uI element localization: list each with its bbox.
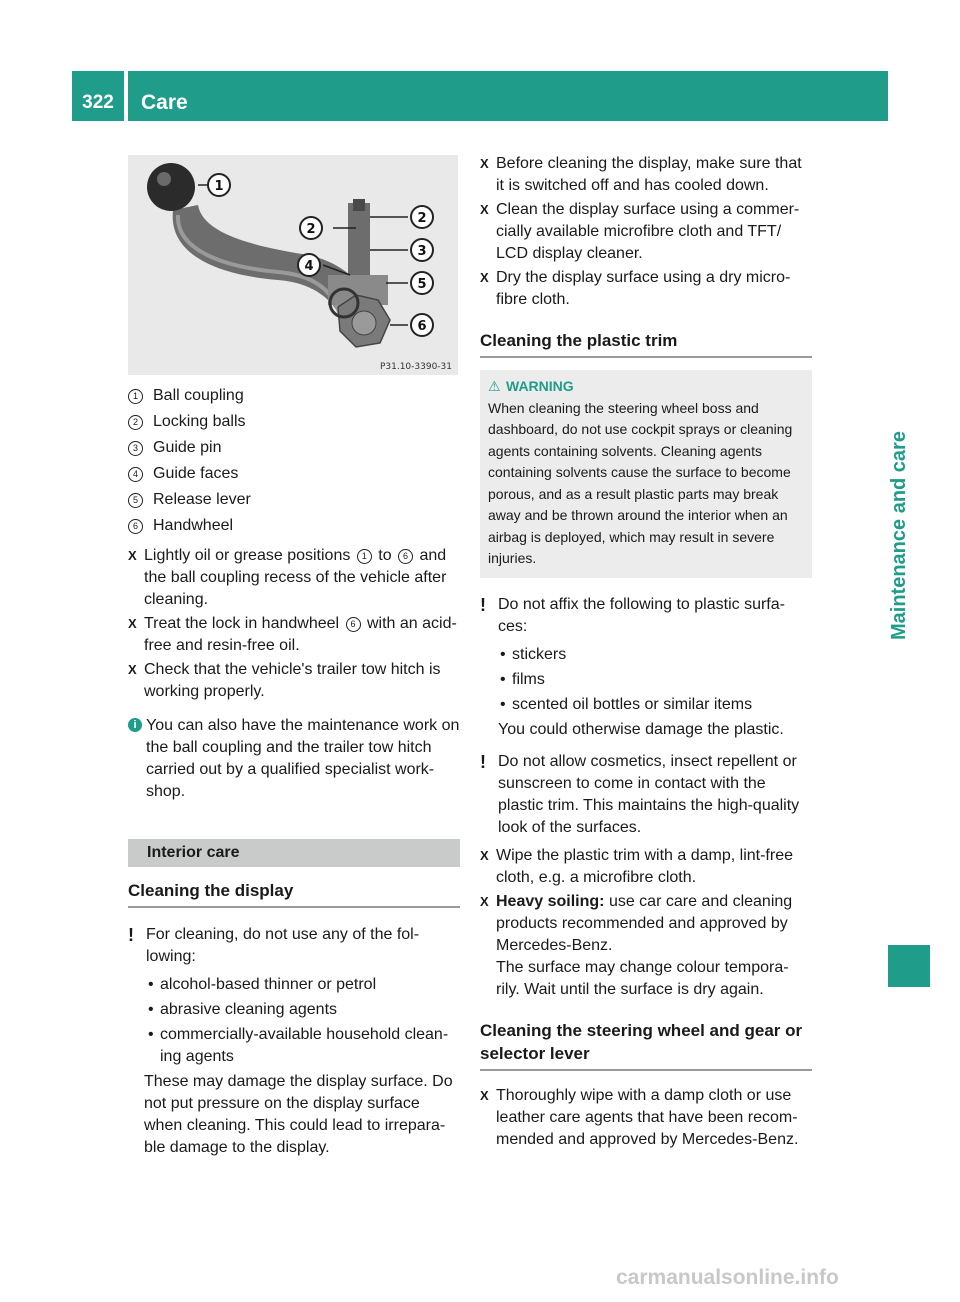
tow-hitch-figure bbox=[128, 155, 458, 375]
callout-3-num: 3 bbox=[417, 244, 427, 259]
list-item bbox=[128, 999, 460, 1021]
number-circle-icon: 1 bbox=[357, 549, 372, 564]
number-circle-icon: 1 bbox=[128, 389, 143, 404]
number-circle-icon: 2 bbox=[128, 415, 143, 430]
step-arrow-icon: X bbox=[480, 156, 489, 171]
legend-label: Guide pin bbox=[153, 439, 222, 456]
step-text: use car care and cleaning products recommended and approved by Mercedes-Benz. bbox=[496, 892, 793, 954]
warning-box bbox=[480, 370, 812, 578]
step-text: Treat the lock in handwheel bbox=[144, 615, 340, 632]
bullet-icon: • bbox=[500, 645, 506, 663]
tow-hitch-illustration bbox=[128, 155, 458, 375]
step-arrow-icon: X bbox=[128, 616, 137, 631]
step-arrow-icon: X bbox=[480, 202, 489, 217]
step-arrow-icon: X bbox=[480, 270, 489, 285]
page-number: 322 bbox=[82, 92, 114, 113]
info-note bbox=[128, 715, 460, 803]
number-circle-icon: 3 bbox=[128, 441, 143, 456]
bullet-icon: • bbox=[500, 695, 506, 713]
instruction-step bbox=[480, 267, 812, 311]
header-divider bbox=[124, 71, 128, 121]
list-item bbox=[128, 1024, 460, 1068]
watermark: carmanualsonline.info bbox=[616, 1266, 839, 1289]
paragraph: These may damage the display surface. Do not put pressure on the display surface when cleaning. This could lead to irrepara- ble damage to the display. bbox=[144, 1073, 453, 1156]
step-text: with an acid-free and resin-free oil. bbox=[144, 615, 457, 654]
step-text: Before cleaning the display, make sure that it is switched off and has cooled down. bbox=[496, 155, 802, 194]
instruction-step bbox=[480, 891, 812, 1001]
header-bar bbox=[72, 71, 888, 121]
number-circle-icon: 6 bbox=[398, 549, 413, 564]
caution-note bbox=[128, 924, 460, 968]
step-arrow-icon: X bbox=[480, 847, 489, 863]
step-text: Wipe the plastic trim with a damp, lint-free cloth, e.g. a microfibre cloth. bbox=[496, 846, 793, 886]
warning-triangle-icon: ⚠ bbox=[488, 378, 501, 394]
step-text: and the ball coupling recess of the vehicle after cleaning. bbox=[144, 547, 447, 608]
step-text: Thoroughly wipe with a damp cloth or use leather care agents that have been recom- mended and approved by Mercedes-Benz. bbox=[496, 1086, 799, 1148]
list-item bbox=[128, 974, 460, 996]
step-text: to bbox=[378, 547, 392, 564]
right-column bbox=[480, 153, 812, 1151]
list-item-text: films bbox=[512, 670, 545, 688]
list-item-text: alcohol-based thinner or petrol bbox=[160, 976, 377, 993]
warning-title-text: WARNING bbox=[506, 378, 574, 394]
list-item-text: commercially-available household clean- ing agents bbox=[160, 1026, 449, 1065]
list-item-text: stickers bbox=[512, 645, 567, 663]
legend-item bbox=[128, 435, 460, 461]
caution-text: Do not allow cosmetics, insect repellent or sunscreen to come in contact with the plastic trim. This maintains the high-quality look of the surfaces. bbox=[498, 752, 800, 836]
bullet-icon: • bbox=[148, 976, 154, 993]
exclamation-icon: ! bbox=[480, 594, 486, 615]
step-text: Check that the vehicle's trailer tow hitch is working properly. bbox=[144, 661, 441, 700]
callout-2a-num: 2 bbox=[306, 222, 316, 237]
instruction-step bbox=[480, 153, 812, 197]
legend-label: Handwheel bbox=[153, 517, 234, 534]
callout-6-num: 6 bbox=[417, 319, 427, 334]
caution-text: Do not affix the following to plastic surfa- ces: bbox=[498, 595, 785, 635]
bullet-icon: • bbox=[148, 1026, 154, 1043]
instruction-step bbox=[480, 1085, 812, 1151]
bullet-icon: • bbox=[148, 1001, 154, 1018]
section-heading-interior-care: Interior care bbox=[128, 839, 460, 867]
exclamation-icon: ! bbox=[128, 925, 134, 945]
list-item-text: scented oil bottles or similar items bbox=[512, 695, 753, 713]
list-item bbox=[480, 644, 812, 666]
info-note-text: You can also have the maintenance work on the ball coupling and the trailer tow hitch carried out by a qualified specialist work- shop. bbox=[146, 717, 460, 800]
step-arrow-icon: X bbox=[480, 893, 489, 909]
warning-text: When cleaning the steering wheel boss and dashboard, do not use cockpit sprays or cleaning agents containing solvents. Cleaning agents containing solvents cause the surface to become porous, and as a result plastic parts may break away and be thrown around the interior when an airbag is deployed, which may result in severe injuries. bbox=[488, 399, 793, 566]
number-circle-icon: 5 bbox=[128, 493, 143, 508]
number-circle-icon: 4 bbox=[128, 467, 143, 482]
exclamation-icon: ! bbox=[480, 751, 486, 772]
list-item-text: abrasive cleaning agents bbox=[160, 1001, 338, 1018]
callout-1-num: 1 bbox=[214, 179, 224, 194]
legend-item bbox=[128, 461, 460, 487]
list-item bbox=[480, 694, 812, 716]
paragraph: You could otherwise damage the plastic. bbox=[498, 720, 784, 738]
caution-text: For cleaning, do not use any of the fol- lowing: bbox=[146, 926, 420, 965]
step-arrow-icon: X bbox=[128, 662, 137, 677]
instruction-step bbox=[480, 199, 812, 265]
heading-cleaning-display: Cleaning the display bbox=[128, 879, 460, 908]
step-text: Lightly oil or grease positions bbox=[144, 547, 351, 564]
side-tab-marker bbox=[888, 945, 930, 987]
info-icon: i bbox=[128, 718, 142, 732]
legend-label: Ball coupling bbox=[153, 387, 244, 404]
caution-note bbox=[480, 751, 812, 839]
legend-label: Guide faces bbox=[153, 465, 239, 482]
legend-item bbox=[128, 513, 460, 539]
step-arrow-icon: X bbox=[128, 548, 137, 563]
warning-title bbox=[488, 376, 804, 398]
step-arrow-icon: X bbox=[480, 1087, 489, 1103]
side-tab-label: Maintenance and care bbox=[888, 431, 910, 640]
callout-2b-num: 2 bbox=[417, 211, 427, 226]
step-text: Dry the display surface using a dry micro- fibre cloth. bbox=[496, 269, 791, 308]
bullet-icon: • bbox=[500, 670, 506, 688]
number-circle-icon: 6 bbox=[346, 617, 361, 632]
legend-label: Locking balls bbox=[153, 413, 246, 430]
legend-item bbox=[128, 487, 460, 513]
step-bold-label: Heavy soiling: bbox=[496, 892, 605, 910]
list-item bbox=[480, 669, 812, 691]
instruction-step bbox=[128, 545, 460, 611]
section-title: Care bbox=[141, 91, 188, 114]
instruction-step bbox=[128, 659, 460, 703]
caution-note bbox=[480, 594, 812, 638]
heading-cleaning-plastic: Cleaning the plastic trim bbox=[480, 329, 812, 358]
legend-label: Release lever bbox=[153, 491, 251, 508]
step-extra-text: The surface may change colour tempora- rily. Wait until the surface is dry again. bbox=[496, 958, 789, 998]
callout-4-num: 4 bbox=[304, 259, 314, 274]
figure-code: P31.10-3390-31 bbox=[379, 362, 452, 372]
number-circle-icon: 6 bbox=[128, 519, 143, 534]
legend-item bbox=[128, 383, 460, 409]
left-column bbox=[128, 383, 460, 1159]
step-text: Clean the display surface using a commer- cially available microfibre cloth and TFT/ LCD display cleaner. bbox=[496, 201, 800, 262]
heading-cleaning-steering: Cleaning the steering wheel and gear or selector lever bbox=[480, 1019, 812, 1071]
instruction-step bbox=[480, 845, 812, 889]
legend-item bbox=[128, 409, 460, 435]
callout-5-num: 5 bbox=[417, 277, 427, 292]
instruction-step bbox=[128, 613, 460, 657]
